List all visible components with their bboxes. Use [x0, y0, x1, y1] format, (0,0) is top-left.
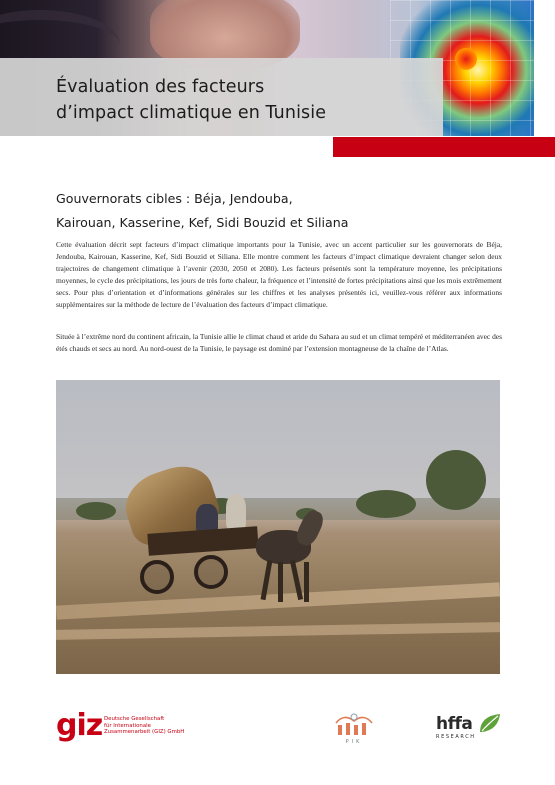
- header-image-storm-eye: [455, 48, 477, 70]
- subtitle-line2: Kairouan, Kasserine, Kef, Sidi Bouzid et Siliana: [56, 215, 349, 230]
- photo-horizon: [56, 498, 500, 520]
- hffa-logo: hffa: [436, 714, 473, 734]
- giz-name: [104, 716, 194, 736]
- hffa-subtitle: RESEARCH: [436, 734, 476, 740]
- donkey-cart-photo: [56, 380, 500, 674]
- intro-paragraph: Cette évaluation décrit sept facteurs d’impact climatique importants pour la Tunisie, avec un accent particulier sur les gouvernorats de Béja, Jendouba, Kairouan, Kasserine, Kef, Sidi Bouzid et Siliana. Elle montre comment les facteurs d’impact climatique devraient changer selon deux trajectoires de changement climatique à l’avenir (2030, 2050 et 2080). Les facteurs présentés sont la température moyenne, les précipitations moyennes, le cycle des précipitations, les jours de très forte chaleur, la fréquence et l’intensité de fortes précipitations ainsi que les mois extrêmement secs. Pour plus d’orientation et d’informations générales sur les chiffres et les analyses présentés ici, veuillez-vous référer aux informations supplémentaires sur la méthode de lecture de l’évaluation des facteurs d’impact climatique.: [56, 240, 502, 309]
- photo-track: [56, 622, 500, 640]
- page-title-line2: d’impact climatique en Tunisie: [56, 103, 327, 123]
- subtitle: [56, 187, 506, 235]
- photo-cart-wheel: [194, 555, 228, 589]
- giz-logo: giz: [56, 708, 103, 743]
- photo-person: [226, 494, 246, 530]
- accent-bar: [333, 137, 555, 157]
- giz-name-line3: Zusammenarbeit (GIZ) GmbH: [104, 729, 185, 736]
- page-title-line1: Évaluation des facteurs: [56, 77, 265, 97]
- photo-donkey-leg: [304, 562, 309, 602]
- giz-name-line1: Deutsche Gesellschaft: [104, 716, 165, 722]
- pik-label: PIK: [345, 739, 363, 745]
- leaf-icon: [476, 712, 504, 736]
- photo-shrub: [426, 450, 486, 510]
- photo-cart-wheel: [140, 560, 174, 594]
- geography-paragraph: Située à l’extrême nord du continent africain, la Tunisie allie le climat chaud et aride du Sahara au sud et un climat tempéré et méditerranéen avec des étés chauds et secs au nord. Au nord-ouest de la Tunisie, le paysage est dominé par l’extension montagneuse de la chaîne de l’Atlas.: [56, 332, 502, 353]
- photo-donkey-leg: [278, 562, 283, 602]
- subtitle-line1: Gouvernorats cibles : Béja, Jendouba,: [56, 191, 293, 206]
- photo-shrub: [356, 490, 416, 518]
- photo-shrub: [76, 502, 116, 520]
- page-title: [56, 74, 436, 126]
- pik-logo-icon: [332, 711, 376, 737]
- giz-name-line2: für Internationale: [104, 722, 151, 729]
